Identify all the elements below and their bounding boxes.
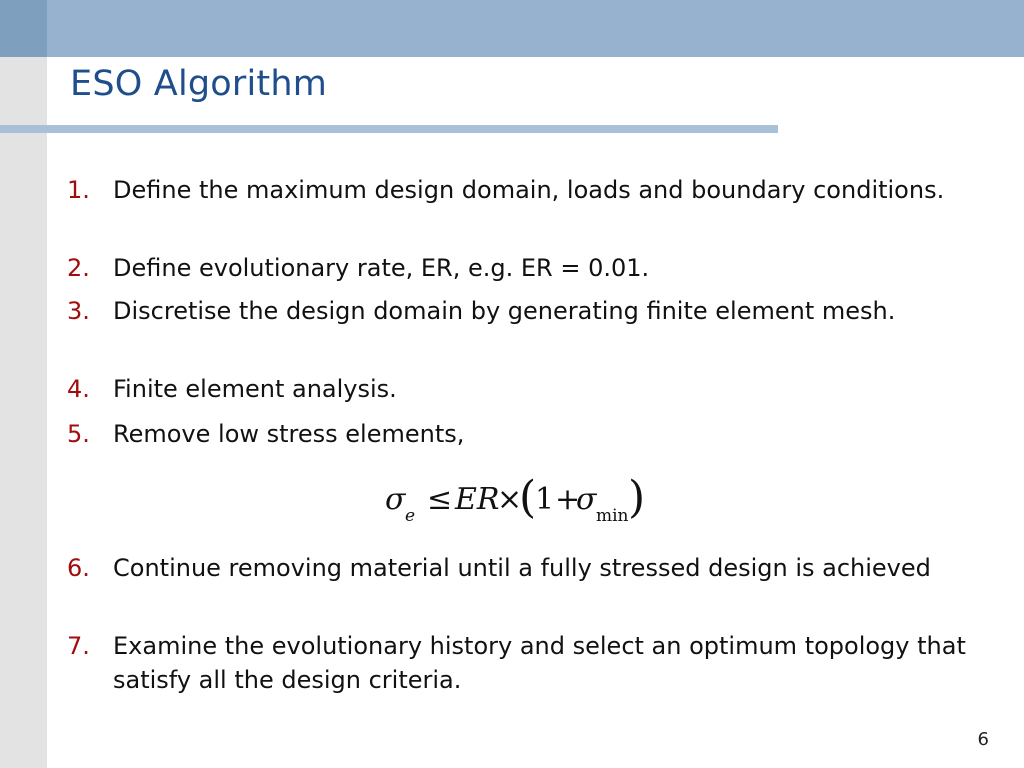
list-number: 1. [67,176,90,204]
list-item-2 [67,251,967,285]
list-item-1 [67,173,967,207]
formula-right-paren: ) [628,472,646,523]
list-number: 2. [67,254,90,282]
formula-left-paren: ( [519,472,537,523]
list-number: 5. [67,420,90,448]
list-item-5 [67,417,967,451]
formula-plus: + [555,482,581,517]
left-sidebar-bar [0,57,47,768]
list-text: Discretise the design domain by generating finite element mesh. [113,297,896,325]
list-number: 7. [67,632,90,660]
list-item-3 [67,294,967,328]
formula-subscript-min: min [596,506,629,526]
list-text: Define evolutionary rate, ER, e.g. ER = 0.01. [113,254,650,282]
slide-title: ESO Algorithm [70,64,328,104]
page-number: 6 [977,729,989,750]
formula-leq: ≤ [427,482,453,517]
list-text: Continue removing material until a fully stressed design is achieved [113,554,931,582]
list-item-7 [67,629,967,697]
title-underline [0,125,778,133]
list-text: Remove low stress elements, [113,420,465,448]
formula-sigma-2: σ [576,482,597,517]
list-item-6 [67,551,967,585]
list-number: 6. [67,554,90,582]
formula-subscript-e: e [405,506,416,526]
list-text: Examine the evolutionary history and select an optimum topology that satisfy all the design criteria. [113,632,966,694]
formula-times: × [497,482,523,517]
list-text: Finite element analysis. [113,375,397,403]
formula-er: ER [455,482,500,517]
formula-sigma: σ [385,482,406,517]
formula-one: 1 [535,482,555,517]
list-item-4 [67,372,967,406]
header-bar [0,0,1024,57]
header-bar-corner [0,0,47,57]
list-number: 4. [67,375,90,403]
list-number: 3. [67,297,90,325]
list-text: Define the maximum design domain, loads and boundary conditions. [113,176,945,204]
